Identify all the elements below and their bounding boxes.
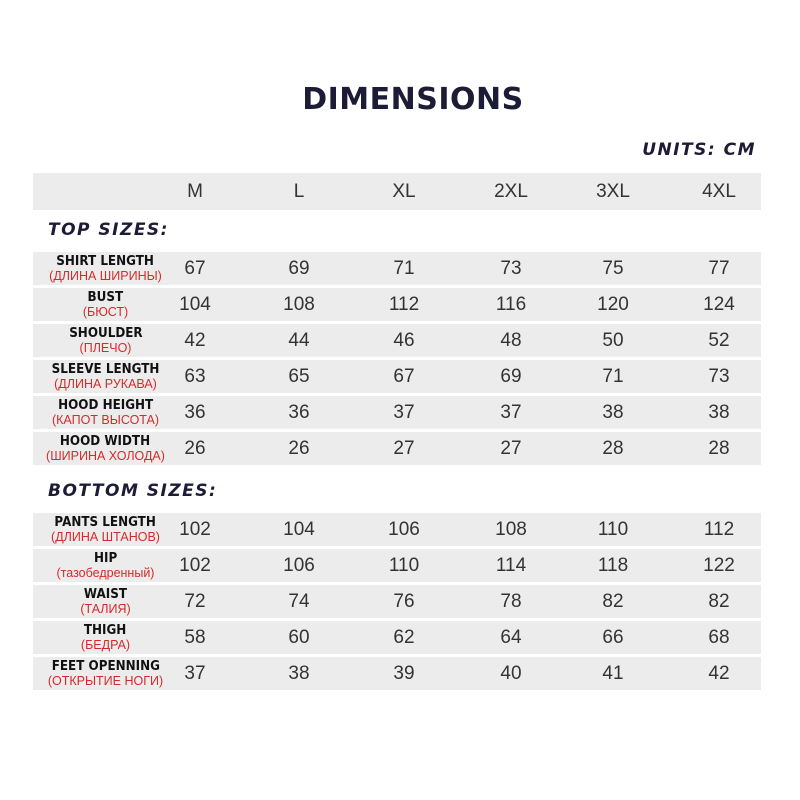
value-cell: 26 — [184, 437, 206, 459]
table-row — [33, 513, 761, 546]
value-cell: 44 — [288, 329, 310, 351]
value-cell: 65 — [288, 365, 310, 387]
table-row — [33, 252, 761, 285]
value-cell: 116 — [495, 293, 527, 315]
value-cell: 122 — [703, 554, 735, 576]
value-cell: 28 — [708, 437, 730, 459]
table-row — [33, 657, 761, 690]
value-cell: 40 — [500, 662, 522, 684]
row-label-english: WAIST — [83, 586, 128, 602]
table-row — [33, 288, 761, 321]
row-label-russian: (ШИРИНА ХОЛОДА) — [46, 448, 165, 463]
row-label-english: HOOD HEIGHT — [57, 397, 154, 413]
top-sizes-heading: TOP SIZES: — [48, 220, 169, 240]
row-label-russian: (ДЛИНА ШИРИНЫ) — [49, 268, 162, 283]
row-label-russian: (ТАЛИЯ) — [80, 601, 131, 616]
value-cell: 102 — [179, 518, 211, 540]
value-cell: 73 — [500, 257, 522, 279]
row-label-english: HIP — [93, 550, 118, 566]
value-cell: 120 — [597, 293, 629, 315]
row-label-english: PANTS LENGTH — [54, 514, 157, 530]
value-cell: 104 — [179, 293, 211, 315]
value-cell: 76 — [393, 590, 415, 612]
row-label-russian: (КАПОТ ВЫСОТА) — [51, 412, 160, 427]
row-label-russian: (ДЛИНА ШТАНОВ) — [51, 529, 160, 544]
value-cell: 38 — [288, 662, 310, 684]
value-cell: 114 — [495, 554, 527, 576]
value-cell: 26 — [288, 437, 310, 459]
value-cell: 42 — [184, 329, 206, 351]
size-header-cell: 3XL — [596, 180, 630, 202]
value-cell: 72 — [184, 590, 206, 612]
value-cell: 82 — [708, 590, 730, 612]
value-cell: 106 — [388, 518, 420, 540]
value-cell: 71 — [393, 257, 415, 279]
table-row — [33, 432, 761, 465]
value-cell: 27 — [393, 437, 415, 459]
value-cell: 124 — [703, 293, 735, 315]
value-cell: 104 — [283, 518, 315, 540]
value-cell: 112 — [388, 293, 420, 315]
page-title: DIMENSIONS — [302, 82, 524, 117]
value-cell: 39 — [393, 662, 415, 684]
value-cell: 118 — [597, 554, 629, 576]
value-cell: 64 — [500, 626, 522, 648]
value-cell: 60 — [288, 626, 310, 648]
size-header-cell: 2XL — [494, 180, 528, 202]
value-cell: 27 — [500, 437, 522, 459]
row-label-english: SLEEVE LENGTH — [51, 361, 160, 377]
row-label-russian: (БЮСТ) — [82, 304, 129, 319]
row-label-russian: (ДЛИНА РУКАВА) — [54, 376, 157, 391]
value-cell: 108 — [495, 518, 527, 540]
value-cell: 110 — [388, 554, 420, 576]
value-cell: 58 — [184, 626, 206, 648]
value-cell: 106 — [283, 554, 315, 576]
value-cell: 67 — [184, 257, 206, 279]
value-cell: 69 — [500, 365, 522, 387]
row-label-english: SHOULDER — [68, 325, 143, 341]
value-cell: 66 — [602, 626, 624, 648]
value-cell: 48 — [500, 329, 522, 351]
value-cell: 62 — [393, 626, 415, 648]
value-cell: 82 — [602, 590, 624, 612]
table-row — [33, 621, 761, 654]
value-cell: 69 — [288, 257, 310, 279]
size-header-cell: 4XL — [702, 180, 736, 202]
value-cell: 73 — [708, 365, 730, 387]
value-cell: 36 — [184, 401, 206, 423]
value-cell: 75 — [602, 257, 624, 279]
value-cell: 28 — [602, 437, 624, 459]
value-cell: 112 — [703, 518, 735, 540]
value-cell: 36 — [288, 401, 310, 423]
size-header-row — [33, 173, 761, 210]
value-cell: 41 — [602, 662, 624, 684]
table-row — [33, 324, 761, 357]
value-cell: 74 — [288, 590, 310, 612]
row-label-english: FEET OPENNING — [51, 658, 160, 674]
size-header-cell: L — [293, 180, 305, 202]
value-cell: 102 — [179, 554, 211, 576]
value-cell: 63 — [184, 365, 206, 387]
row-label-russian: (ОТКРЫТИЕ НОГИ) — [47, 673, 164, 688]
value-cell: 78 — [500, 590, 522, 612]
size-header-cell: XL — [392, 180, 416, 202]
row-label-russian: (тазобедренный) — [56, 565, 155, 580]
row-label-russian: (ПЛЕЧО) — [79, 340, 132, 355]
value-cell: 37 — [500, 401, 522, 423]
table-row — [33, 585, 761, 618]
value-cell: 71 — [602, 365, 624, 387]
row-label-english: BUST — [87, 289, 124, 305]
units-label: UNITS: CM — [642, 140, 756, 160]
table-row — [33, 396, 761, 429]
row-label-english: HOOD WIDTH — [60, 433, 151, 449]
value-cell: 67 — [393, 365, 415, 387]
value-cell: 46 — [393, 329, 415, 351]
value-cell: 77 — [708, 257, 730, 279]
table-row — [33, 549, 761, 582]
size-header-cell: M — [187, 180, 203, 202]
row-label-english: SHIRT LENGTH — [56, 253, 155, 269]
value-cell: 110 — [597, 518, 629, 540]
row-label-english: THIGH — [84, 622, 127, 638]
value-cell: 37 — [393, 401, 415, 423]
value-cell: 38 — [708, 401, 730, 423]
value-cell: 37 — [184, 662, 206, 684]
value-cell: 42 — [708, 662, 730, 684]
row-label-russian: (БЕДРА) — [80, 637, 131, 652]
bottom-sizes-heading: BOTTOM SIZES: — [48, 481, 218, 501]
value-cell: 68 — [708, 626, 730, 648]
table-row — [33, 360, 761, 393]
value-cell: 108 — [283, 293, 315, 315]
value-cell: 38 — [602, 401, 624, 423]
value-cell: 52 — [708, 329, 730, 351]
value-cell: 50 — [602, 329, 624, 351]
